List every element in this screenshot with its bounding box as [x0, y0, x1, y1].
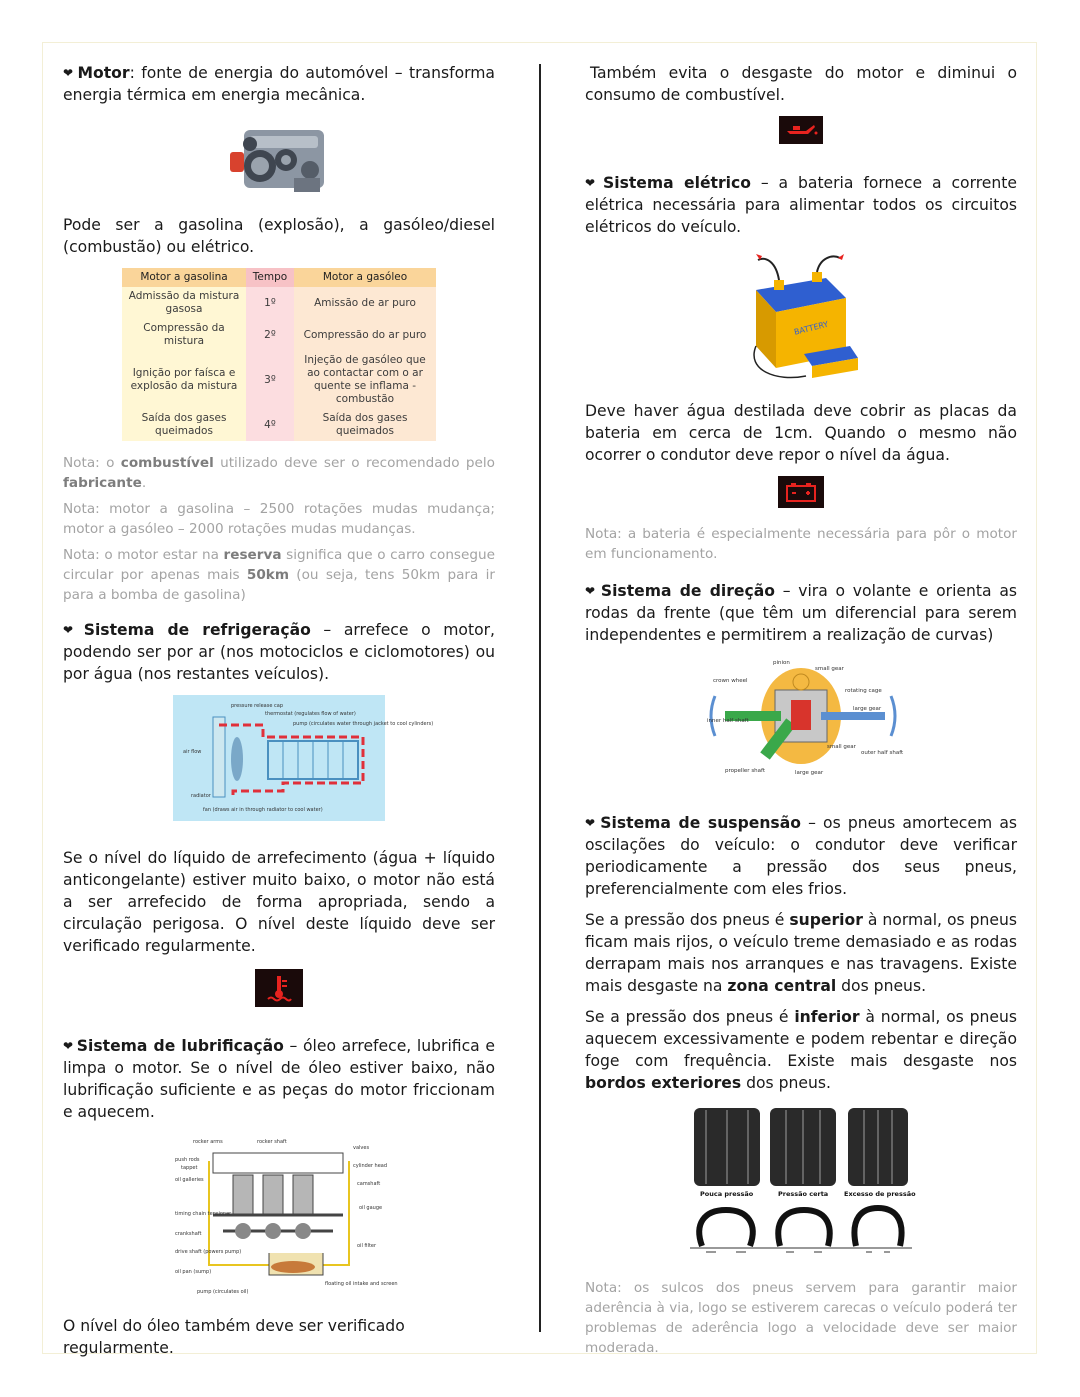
svg-text:floating oil intake and screen: floating oil intake and screen [325, 1281, 398, 1287]
svg-text:air flow: air flow [183, 749, 202, 755]
differential-diagram [585, 656, 1017, 778]
column-divider [539, 64, 541, 1332]
lubrication-paragraph: ❤ Sistema de lubrificação – óleo arrefece, lubrifica e limpa o motor. Se o nível de óleo estiver baixo, não lubrificação suficiente e as peças do motor friccionam e aquecem. [63, 1037, 495, 1121]
svg-text:timing chain tensioner: timing chain tensioner [175, 1211, 232, 1217]
svg-text:large gear: large gear [853, 706, 882, 712]
pressure-low-text: Se a pressão dos pneus é inferior à normal, os pneus aquecem excessivamente e podem rebentar e direção foge com frequência. Existe mais desgaste nos bordos exteriores dos pneus. [585, 1008, 1017, 1092]
note-rpm: Nota: motor a gasolina – 2500 rotações mudas mudança; motor a gasóleo – 2000 rotações mudas mudanças. [63, 501, 495, 537]
svg-text:pinion: pinion [773, 660, 790, 666]
svg-text:oil gauge: oil gauge [359, 1205, 383, 1211]
battery-image [585, 250, 1017, 386]
electric-paragraph: ❤ Sistema elétrico – a bateria fornece a corrente elétrica necessária para alimentar todos os circuitos elétricos do veículo. [585, 174, 1017, 236]
svg-text:tappet: tappet [181, 1165, 198, 1171]
svg-text:Pressão certa: Pressão certa [778, 1190, 829, 1198]
table-header: Motor a gasóleo [294, 268, 436, 287]
svg-text:valves: valves [353, 1145, 370, 1151]
svg-text:propeller shaft: propeller shaft [725, 768, 766, 774]
svg-text:drive shaft (powers pump): drive shaft (powers pump) [175, 1249, 242, 1255]
table-row: Ignição por faísca e explosão da mistura 3º Injeção de gasóleo que ao contactar com o ar quente se inflama - combustão [122, 351, 436, 409]
svg-text:large gear: large gear [795, 770, 824, 776]
svg-text:BATTERY: BATTERY [793, 319, 830, 337]
note-fuel: Nota: o combustível utilizado deve ser o recomendado pelo fabricante. [63, 455, 495, 491]
svg-text:pressure release cap: pressure release cap [231, 703, 283, 709]
svg-text:pump (circulates oil): pump (circulates oil) [197, 1289, 249, 1295]
lubrication-continued-text: Também evita o desgaste do motor e diminui o consumo de combustível. [585, 64, 1017, 104]
engine-image [63, 122, 495, 200]
table-row: Compressão da mistura 2º Compressão do ar puro [122, 319, 436, 351]
tyre-pressure-diagram [585, 1106, 1017, 1258]
svg-text:thermostat (regulates flow of: thermostat (regulates flow of water) [265, 711, 356, 717]
battery-warning-icon [778, 476, 824, 508]
svg-text:crown wheel: crown wheel [713, 678, 748, 684]
lubrication-system-diagram [63, 1135, 495, 1297]
lubrication-heading: Sistema de lubrificação [76, 1037, 284, 1055]
svg-text:oil galleries: oil galleries [175, 1177, 204, 1183]
svg-text:rocker shaft: rocker shaft [257, 1139, 287, 1145]
svg-text:crankshaft: crankshaft [175, 1231, 202, 1237]
svg-text:rotating cage: rotating cage [845, 688, 882, 694]
cooling-system-diagram [63, 695, 495, 821]
svg-text:oil pan (sump): oil pan (sump) [175, 1269, 212, 1275]
svg-text:push rods: push rods [175, 1157, 200, 1163]
steering-paragraph: ❤ Sistema de direção – vira o volante e orienta as rodas da frente (que têm um diferencial para serem independentes e permitirem a realização de curvas) [585, 582, 1018, 644]
coolant-temp-warning-icon [255, 969, 303, 1007]
heart-bullet-icon: ❤ [63, 66, 75, 80]
oil-pressure-warning-icon [779, 116, 823, 144]
table-row: Admissão da mistura gasosa 1º Amissão de ar puro [122, 287, 436, 319]
heart-bullet-icon: ❤ [63, 623, 81, 637]
svg-text:Excesso de pressão: Excesso de pressão [844, 1190, 916, 1198]
pressure-high-text: Se a pressão dos pneus é superior à normal, os pneus ficam mais rijos, o veículo treme demasiado e as rodas derrapam mais nos arranques e nas travagens. Existe mais desgaste na zona central dos pneus. [585, 911, 1018, 995]
battery-water-text: Deve haver água destilada deve cobrir as placas da bateria em cerca de 1cm. Quando o mesmo não ocorrer o condutor deve repor o nível da água. [585, 402, 1017, 464]
svg-text:small gear: small gear [827, 744, 856, 750]
note-battery: Nota: a bateria é especialmente necessária para pôr o motor em funcionamento. [585, 526, 1017, 562]
heart-bullet-icon: ❤ [63, 1039, 74, 1053]
suspension-paragraph: ❤ Sistema de suspensão – os pneus amortecem as oscilações do veículo: o condutor deve verificar periodicamente a pressão dos seus pneus, preferencialmente com eles frios. [585, 814, 1017, 898]
table-row: Saída dos gases queimados 4º Saída dos gases queimados [122, 409, 436, 441]
heart-bullet-icon: ❤ [585, 584, 598, 598]
suspension-heading: Sistema de suspensão [600, 814, 801, 832]
svg-text:camshaft: camshaft [357, 1181, 381, 1187]
svg-text:rocker arms: rocker arms [193, 1139, 223, 1145]
table-header: Motor a gasolina [122, 268, 246, 287]
svg-text:small gear: small gear [815, 666, 844, 672]
svg-text:oil filter: oil filter [357, 1243, 377, 1249]
steering-heading: Sistema de direção [600, 582, 775, 600]
svg-text:Pouca pressão: Pouca pressão [700, 1190, 754, 1198]
electric-heading: Sistema elétrico [603, 174, 751, 192]
motor-heading: Motor [77, 64, 130, 82]
right-column [585, 62, 1017, 1358]
motor-paragraph: ❤ Motor: fonte de energia do automóvel – transforma energia térmica em energia mecânica. [63, 64, 495, 104]
heart-bullet-icon: ❤ [585, 176, 600, 190]
svg-text:outer half shaft: outer half shaft [861, 750, 904, 756]
svg-text:pump (circulates water through: pump (circulates water through jacket to cool cylinders) [293, 721, 434, 727]
note-reserve: Nota: o motor estar na reserva significa que o carro consegue circular por apenas mais 50km (ou seja, tens 50km para ir para a bomba de gasolina) [63, 547, 495, 603]
motor-types-text: Pode ser a gasolina (explosão), a gasóleo/diesel (combustão) ou elétrico. [63, 216, 495, 256]
oil-level-text: O nível do óleo também deve ser verificado regularmente. [63, 1317, 405, 1357]
cooling-heading: Sistema de refrigeração [83, 621, 311, 639]
cooling-level-text: Se o nível do líquido de arrefecimento (água + líquido anticongelante) estiver muito baixo, o motor não está a ser arrefecido de forma apropriada, sendo a circulação perigosa. O nível deste líquido deve ser verificado regularmente. [63, 849, 495, 955]
left-column [63, 62, 495, 1359]
svg-text:radiator: radiator [191, 793, 211, 799]
heart-bullet-icon: ❤ [585, 816, 598, 830]
svg-text:fan (draws air in through radi: fan (draws air in through radiator to cool water) [203, 807, 323, 813]
cooling-paragraph: ❤ Sistema de refrigeração – arrefece o motor, podendo ser por ar (nos motociclos e ciclomotores) ou por água (nos restantes veículos). [63, 621, 495, 683]
motor-comparison-table [122, 268, 436, 441]
table-header: Tempo [246, 268, 294, 287]
svg-text:inner half shaft: inner half shaft [707, 718, 749, 724]
svg-text:cylinder head: cylinder head [353, 1163, 388, 1169]
note-tyres: Nota: os sulcos dos pneus servem para garantir maior aderência à via, logo se estiverem carecas o veículo poderá ter problemas de aderência logo a velocidade deve ser maior moderada. [585, 1280, 1017, 1356]
